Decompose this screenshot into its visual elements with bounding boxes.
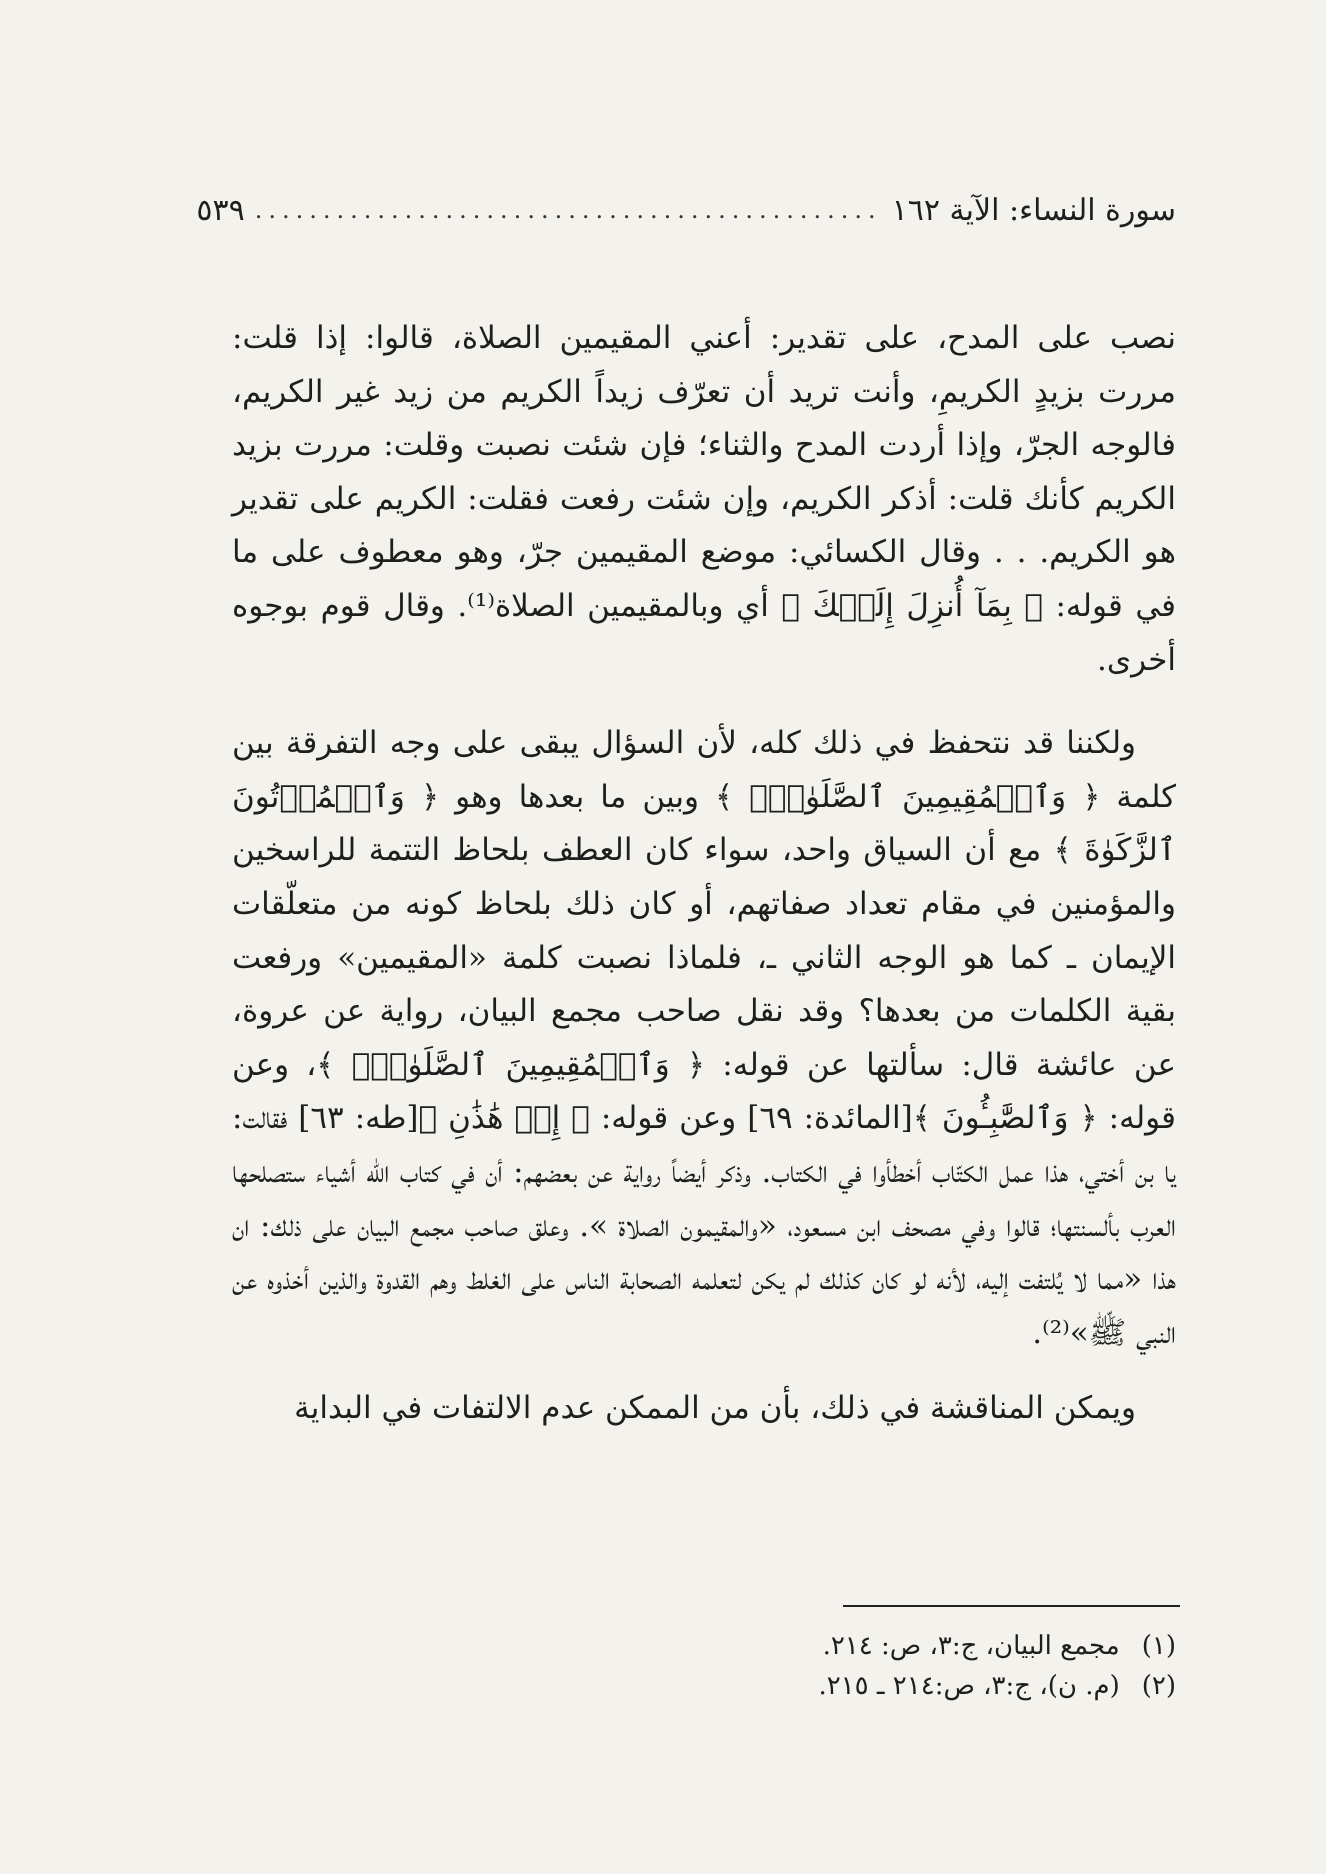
- footnote-1-number: (١): [1141, 1631, 1176, 1661]
- paragraph-2: ولكننا قد نتحفظ في ذلك كله، لأن السؤال يبقى على وجه التفرقة بين كلمة ﴿ وَٱلۡمُقِيمِينَ ٱلصَّلَوٰةَۚ ﴾ وبين ما بعدها وهو ﴿ وَٱلۡمُؤۡتُونَ ٱلزَّكَوٰةَ ﴾ مع أن السياق واحد، سواء كان العطف بلحاظ التتمة للراسخين والمؤمنين في مقام تعداد صفاتهم، أو كان ذلك بلحاظ كونه من متعلّقات الإيمان ـ كما هو الوجه الثاني ـ، فلماذا نصبت كلمة «المقيمين» ورفعت بقية الكلمات من بعدها؟ وقد نقل صاحب مجمع البيان، رواية عن عروة، عن عائشة قال: سألتها عن قوله: ﴿ وَٱلۡمُقِيمِينَ ٱلصَّلَوٰةَۚ ﴾، وعن قوله: ﴿ وَٱلصَّٰبِـُٔونَ ﴾[المائدة: ٦٩] وعن قوله: ﴿ إِنۡ هَٰذَٰنِ ﴾[طه: ٦٣] فقالت: يا بن أختي، هذا عمل الكتّاب أخطأوا في الكتاب. وذكر أيضاً رواية عن بعضهم: أن في كتاب الله أشياء ستصلحها العرب بألسنتها؛ قالوا وفي مصحف ابن مسعود، «والمقيمون الصلاة ». وعلق صاحب مجمع البيان على ذلك: ان هذا «مما لا يُلتفت إليه، لأنه لو كان كذلك لم يكن لتعلمه الصحابة الناس على الغلط وهم القدوة والذين أخذوه عن النبي ﷺ»⁽²⁾.: [232, 725, 1176, 1351]
- footnote-1: [232, 1626, 1176, 1666]
- paragraph-1: نصب على المدح، على تقدير: أعني المقيمين الصلاة، قالوا: إذا قلت: مررت بزيدٍ الكريمِ، وأنت تريد أن تعرّف زيداً الكريم من زيد غير الكريم، فالوجه الجرّ، وإذا أردت المدح والثناء؛ فإن شئت نصبت وقلت: مررت بزيد الكريم كأنك قلت: أذكر الكريم، وإن شئت رفعت فقلت: الكريم على تقدير هو الكريم. . . وقال الكسائي: موضع المقيمين جرّ، وهو معطوف على ما في قوله: ﴿ بِمَآ أُنزِلَ إِلَيۡكَ ﴾ أي وبالمقيمين الصلاة⁽¹⁾. وقال قوم بوجوه أخرى.: [232, 320, 1176, 678]
- page-number: ٥٣٩: [196, 192, 245, 228]
- header-title: سورة النساء: الآية ١٦٢: [891, 192, 1176, 228]
- running-header: [196, 190, 1176, 230]
- footnote-2-text: (م. ن)، ج:٣، ص:٢١٤ ـ ٢١٥.: [818, 1671, 1120, 1701]
- footnote-1-text: مجمع البيان، ج:٣، ص: ٢١٤.: [822, 1631, 1120, 1661]
- main-text: [232, 312, 1176, 1436]
- footnotes: [232, 1626, 1176, 1706]
- footnote-separator: [843, 1605, 1180, 1607]
- paragraph-3: ويمكن المناقشة في ذلك، بأن من الممكن عدم الالتفات في البداية: [294, 1390, 1136, 1427]
- footnote-2: [232, 1666, 1176, 1706]
- footnote-2-number: (٢): [1141, 1671, 1176, 1701]
- header-dot-leader: ..............................................: [254, 196, 882, 224]
